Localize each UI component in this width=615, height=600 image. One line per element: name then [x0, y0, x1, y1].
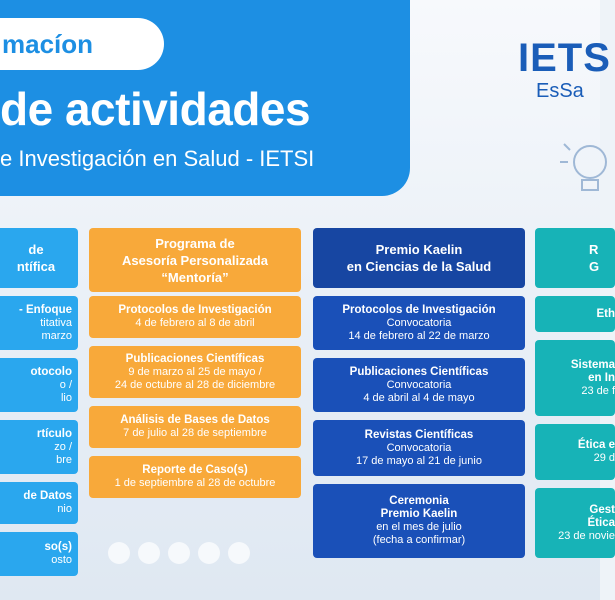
item-title: Eth	[596, 307, 615, 320]
item-line: 4 de abril al 4 de mayo	[363, 391, 475, 404]
item-title: Gest	[589, 503, 615, 516]
ietsi-logo: IETS	[518, 36, 611, 80]
item-line: 14 de febrero al 22 de marzo	[348, 329, 490, 342]
column-head-line: Programa de	[155, 235, 235, 251]
dot	[168, 542, 190, 564]
column-head-etica	[535, 228, 615, 288]
list-item[interactable]	[0, 358, 78, 412]
item-title: de Datos	[23, 490, 72, 502]
item-line: zo /	[54, 440, 72, 453]
item-line: 4 de febrero al 8 de abril	[135, 317, 255, 329]
item-line: en el mes de julio	[376, 521, 462, 533]
page-subtitle: e Investigación en Salud - IETSI	[0, 146, 315, 171]
list-item[interactable]	[313, 484, 525, 558]
item-title: Sistema	[570, 358, 615, 371]
list-item[interactable]	[313, 296, 525, 350]
dot	[138, 542, 160, 564]
item-line: 9 de marzo al 25 de mayo /	[128, 365, 262, 378]
item-line: nio	[57, 503, 72, 515]
dot	[108, 542, 130, 564]
page-title: de actividades	[0, 83, 311, 135]
column-head-line: de	[28, 242, 44, 257]
item-title: Análisis de Bases de Datos	[120, 414, 270, 426]
column-head-line: R	[589, 242, 599, 257]
item-line: 17 de mayo al 21 de junio	[356, 454, 482, 467]
list-item[interactable]	[0, 532, 78, 576]
list-item[interactable]	[89, 406, 301, 448]
item-line: 29 d	[593, 452, 615, 464]
item-title: - Enfoque	[18, 303, 72, 316]
item-title: Publicaciones Científicas	[349, 365, 489, 378]
item-line: titativa	[40, 316, 72, 329]
header-banner	[0, 0, 410, 196]
list-item[interactable]	[535, 424, 615, 480]
column-head-line: G	[589, 259, 600, 274]
item-line: lio	[60, 391, 72, 404]
item-line: Convocatoria	[386, 378, 452, 391]
item-line: 23 de novie	[558, 529, 615, 542]
column-head-mentoria	[89, 228, 301, 292]
list-item[interactable]	[313, 420, 525, 476]
item-title: rtículo	[36, 427, 72, 440]
item-line: 23 de f	[581, 384, 615, 397]
column-head-line: Asesoría Personalizada	[122, 252, 268, 268]
column-head-premio-kaelin	[313, 228, 525, 288]
list-item[interactable]	[89, 296, 301, 338]
list-item[interactable]	[89, 346, 301, 398]
dot	[198, 542, 220, 564]
item-title: Reporte de Caso(s)	[142, 464, 248, 476]
item-title: so(s)	[44, 541, 72, 553]
column-head-line: “Mentoría”	[161, 269, 229, 285]
decorative-dots	[108, 542, 250, 564]
item-line: en In	[588, 371, 615, 384]
column-head-ciencia	[0, 228, 78, 288]
item-line: (fecha a confirmar)	[372, 534, 466, 546]
item-title: Protocolos de Investigación	[118, 304, 272, 316]
item-title: Protocolos de Investigación	[342, 303, 496, 316]
item-title: Ceremonia	[389, 495, 449, 507]
list-item[interactable]	[0, 482, 78, 524]
item-line: Convocatoria	[386, 441, 452, 454]
list-item[interactable]	[535, 296, 615, 332]
column-head-line: Premio Kaelin	[375, 242, 463, 257]
item-line: o /	[59, 378, 72, 391]
column-head-line: en Ciencias de la Salud	[346, 259, 492, 274]
lightbulb-icon	[560, 140, 600, 210]
item-line: Convocatoria	[386, 316, 452, 329]
item-line: 24 de octubre al 28 de diciembre	[114, 378, 276, 391]
list-item[interactable]	[535, 340, 615, 416]
list-item[interactable]	[0, 420, 78, 474]
list-item[interactable]	[535, 488, 615, 558]
column-head-line: ntífica	[16, 259, 56, 274]
item-title: Ética e	[577, 439, 615, 451]
item-line: osto	[51, 554, 72, 566]
essalud-logo: EsSa	[536, 80, 584, 102]
dot	[228, 542, 250, 564]
list-item[interactable]	[0, 296, 78, 350]
list-item[interactable]	[313, 358, 525, 412]
item-title: Publicaciones Científicas	[125, 352, 265, 365]
item-title: otocolo	[30, 365, 72, 378]
header-tag-label: macíon	[2, 28, 94, 59]
item-line: 7 de julio al 28 de septiembre	[123, 427, 267, 439]
item-line: bre	[56, 453, 72, 466]
item-line: 1 de septiembre al 28 de octubre	[114, 477, 276, 489]
item-line: Ética	[587, 516, 615, 529]
item-line: marzo	[41, 329, 72, 342]
header-tag	[0, 18, 164, 70]
item-title: Revistas Científicas	[364, 428, 474, 441]
item-title: Premio Kaelin	[380, 508, 458, 520]
list-item[interactable]	[89, 456, 301, 498]
